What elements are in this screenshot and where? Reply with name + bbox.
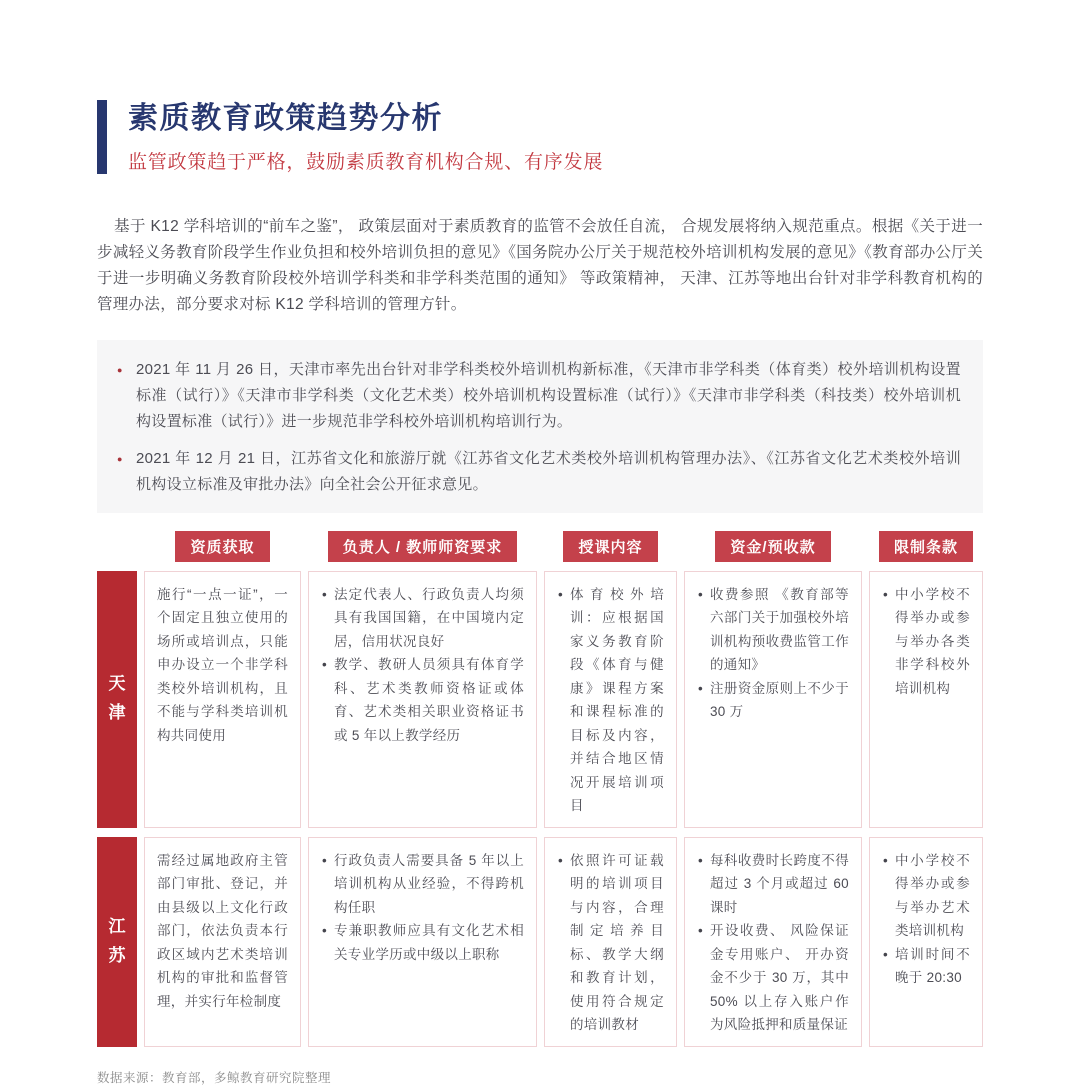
cell-bullet-item: • 开设收费、 风险保证金专用账户、 开办资金不少于 30 万，其中 50% 以上存入账户作为风险抵押和质量保证 (697, 919, 849, 1037)
column-header-content (544, 531, 677, 562)
cell-text: 施行“一点一证”，一个固定且独立使用的场所或培训点，只能申办设立一个非学科类校外培训机构，且不能与学科类培训机构共同使用 (157, 586, 288, 743)
title-accent-bar (97, 100, 107, 174)
cell-bullet-list (882, 849, 970, 990)
cell-jiangsu-funds (684, 837, 862, 1047)
column-header-qualification (144, 531, 301, 562)
cell-tianjin-content (544, 571, 677, 828)
highlight-item-tianjin: ● 2021 年 11 月 26 日，天津市率先出台针对非学科类校外培训机构新标准，《天津市非学科类（体育类）校外培训机构设置标准（试行）》《天津市非学科类（文化艺术类）校外培训机构设置标准（试行）》《天津市非学科类（科技类）校外培训机构设置标准（试行）》进一步规范非学科校外培训机构培训行为。 (117, 357, 961, 435)
cell-bullet-item: • 中小学校不得举办或参与举办艺术类培训机构 (882, 849, 970, 943)
column-header-funds (684, 531, 862, 562)
title-block (128, 100, 603, 174)
row-label-text: 江苏 (108, 916, 126, 965)
page-subtitle: 监管政策趋于严格，鼓励素质教育机构合规、有序发展 (128, 151, 604, 173)
cell-bullet-list (557, 583, 664, 818)
cell-text: 需经过属地政府主管部门审批、登记，并由县级以上文化行政部门，依法负责本行政区域内艺术类培训机构的审批和监督管理，并实行年检制度 (157, 852, 288, 1009)
cell-bullet-item: • 培训时间不晚于 20:30 (882, 943, 970, 990)
page-title: 素质教育政策趋势分析 (128, 102, 443, 135)
cell-tianjin-qualification (144, 571, 301, 828)
cell-bullet-item: • 教学、教研人员须具有体育学科、艺术类教师资格证或体育、艺术类相关职业资格证书或 5 年以上教学经历 (321, 653, 524, 747)
policy-table (97, 531, 983, 1047)
content-badge: 授课内容 (563, 531, 657, 562)
highlights-box (97, 340, 983, 513)
cell-jiangsu-qualification (144, 837, 301, 1047)
cell-jiangsu-staff (308, 837, 537, 1047)
page-header (97, 100, 983, 174)
column-header-staff (308, 531, 537, 562)
cell-bullet-item: • 专兼职教师应具有文化艺术相关专业学历或中级以上职称 (321, 919, 524, 966)
cell-bullet-item: • 依照许可证载明的培训项目与内容，合理制定培养目标、教学大纲和教育计划，使用符合规定的培训教材 (557, 849, 664, 1037)
cell-tianjin-funds (684, 571, 862, 828)
header-spacer (97, 531, 137, 562)
cell-bullet-list (321, 849, 524, 967)
cell-bullet-list (882, 583, 970, 701)
cell-bullet-item: • 每科收费时长跨度不得超过 3 个月或超过 60 课时 (697, 849, 849, 920)
cell-bullet-list (697, 583, 849, 724)
intro-paragraph: 基于 K12 学科培训的“前车之鉴”， 政策层面对于素质教育的监管不会放任自流， 合规发展将纳入规范重点。根据《关于进一步减轻义务教育阶段学生作业负担和校外培训负担的意见》《国务院办公厅关于规范校外培训机构发展的意见》《教育部办公厅关于进一步明确义务教育阶段校外培训学科类和非学科类范围的通知》 等政策精神， 天津、江苏等地出台针对非学科教育机构的管理办法，部分要求对标 K12 学科培训的管理方针。 (97, 217, 983, 313)
cell-bullet-item: • 行政负责人需要具备 5 年以上培训机构从业经验，不得跨机构任职 (321, 849, 524, 920)
highlight-item-jiangsu: ● 2021 年 12 月 21 日，江苏省文化和旅游厅就《江苏省文化艺术类校外培训机构管理办法》、《江苏省文化艺术类校外培训机构设立标准及审批办法》向全社会公开征求意见。 (117, 446, 961, 498)
cell-bullet-item: • 体育校外培训：应根据国家义务教育阶段《体育与健康》课程方案和课程标准的目标及内容，并结合地区情况开展培训项目 (557, 583, 664, 818)
cell-bullet-item: • 中小学校不得举办或参与举办各类非学科校外培训机构 (882, 583, 970, 701)
column-header-restrictions (869, 531, 983, 562)
cell-tianjin-restrictions (869, 571, 983, 828)
qualification-badge: 资质获取 (175, 531, 269, 562)
data-source-note: 数据来源：教育部，多鲸教育研究院整理 (97, 1070, 332, 1085)
row-label-text: 天津 (108, 674, 126, 722)
cell-bullet-list (321, 583, 524, 748)
cell-bullet-item: • 法定代表人、行政负责人均须具有我国国籍，在中国境内定居，信用状况良好 (321, 583, 524, 654)
cell-bullet-item: • 注册资金原则上不少于 30 万 (697, 677, 849, 724)
cell-jiangsu-content (544, 837, 677, 1047)
cell-bullet-list (557, 849, 664, 1037)
cell-bullet-item: • 收费参照 《教育部等六部门关于加强校外培训机构预收费监管工作的通知》 (697, 583, 849, 677)
funds-badge: 资金/预收款 (715, 531, 830, 562)
cell-tianjin-staff (308, 571, 537, 828)
row-label-tianjin (97, 571, 137, 828)
row-label-jiangsu (97, 837, 137, 1047)
cell-jiangsu-restrictions (869, 837, 983, 1047)
cell-bullet-list (697, 849, 849, 1037)
restrictions-badge: 限制条款 (879, 531, 973, 562)
staff-badge: 负责人 / 教师师资要求 (328, 531, 518, 562)
